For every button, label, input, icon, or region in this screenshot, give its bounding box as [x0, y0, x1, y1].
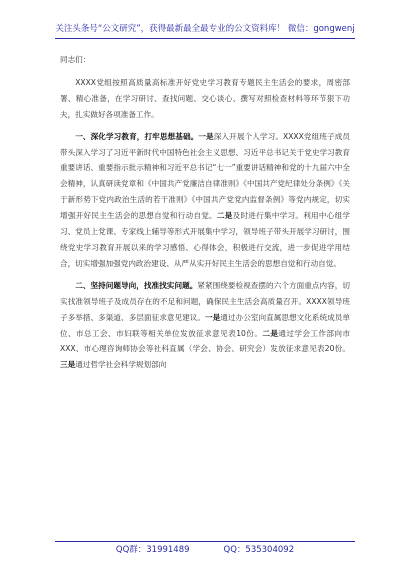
header-divider: [55, 38, 355, 39]
page-footer: [55, 545, 355, 556]
footer-qq-group: QQ群：31991489: [115, 545, 190, 555]
document-body: [60, 52, 350, 373]
section-2-second-label: 二是: [262, 328, 279, 338]
section-1-second-text: 及时进行集中学习。利用中心组学习、党员上党课、专家线上辅导等形式开展集中学习，领导班子带头开展学习研讨，围绕党史学习教育开展以来的学习感悟、心得体会，积极进行交流，进一步促进学用结合，切实增强加强党内政治建设、从严从实开好民主生活会的思想自觉和行动自觉。: [60, 211, 351, 268]
page-header-banner: 关注头条号“公文研究”，获得最新最全最专业的公文资料库！ 微信：gongwenj: [55, 24, 355, 34]
footer-divider: [55, 541, 355, 542]
section-2-third-label: 三是: [60, 360, 76, 370]
section-2-heading: 二、坚持问题导向，找准找实问题。: [75, 280, 198, 290]
section-1-paragraph: [60, 129, 350, 272]
footer-qq: QQ：535304092: [223, 545, 295, 555]
section-1-second-label: 二是: [216, 211, 233, 221]
section-1-first-label: 一是: [198, 131, 214, 141]
section-2-first-label: 一是: [205, 312, 221, 322]
section-2-first-text: 通过办公室向直属思想文化系统成员单位、市总工会、市妇联等相关单位发放征求意见表10份。: [60, 312, 351, 338]
section-1-first-text: 深入开展个人学习。XXXX党组班子成员带头深入学习了习近平新时代中国特色社会主义思想、习近平总书记关于党史学习教育重要讲话、重要指示批示精神和习近平总书记“七一”重要讲话精神和党的十九届六中全会精神，认真研读党章和《中国共产党廉洁自律准则》《中国共产党纪律处分条例》《关于新形势下党内政治生活的若干准则》《中国共产党党内监督条例》等党内规定，切实增强开好民主生活会的思想自觉和行动自觉。: [60, 131, 351, 221]
greeting: 同志们：: [60, 55, 91, 64]
section-2-second-text: 通过学会工作部向市XXX、市心理咨询师协会等社科直属（学会、协会、研究会）发放征求意见表20份。: [60, 328, 351, 354]
intro-paragraph: XXXX党组按照高质量高标准开好党史学习教育专题民主生活会的要求，周密部署、精心准备，在学习研讨、查找问题、交心谈心、撰写对照检查材料等环节狠下功夫，扎实做好各项准备工作。: [60, 77, 350, 119]
section-2-third-text: 通过哲学社会科学规划部向: [75, 360, 167, 370]
section-2-paragraph: [60, 278, 350, 373]
section-1-heading: 一、深化学习教育，打牢思想基础。: [75, 131, 199, 141]
section-2-text: 紧紧围绕要检视查摆的六个方面重点内容，切实找准领导班子及成员存在的不足和问题，确保民主生活会高质量召开。XXXX领导班子多举措、多渠道、多层面征求意见建议。: [60, 280, 350, 322]
